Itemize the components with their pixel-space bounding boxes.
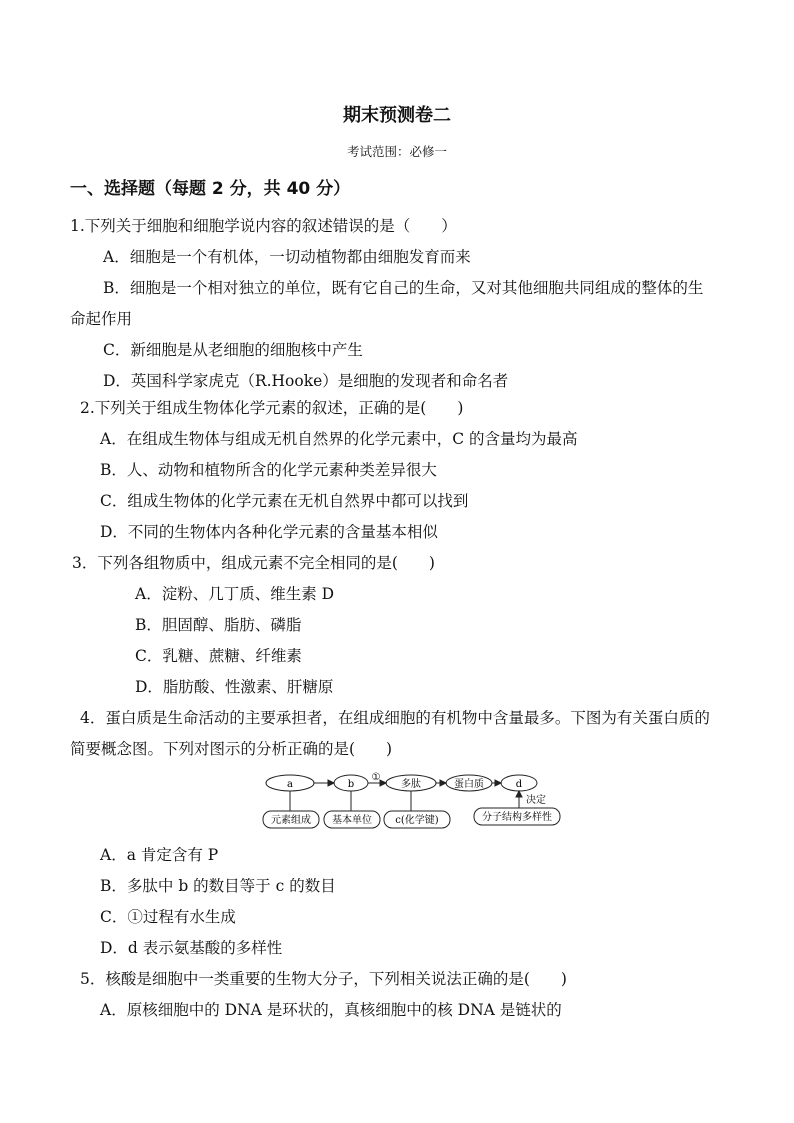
step-1-label: ① <box>371 772 381 783</box>
box-chemical-bond-label: c(化学键) <box>395 815 439 826</box>
question-4-stem-cont: 简要概念图。下列对图示的分析正确的是( ) <box>70 740 393 758</box>
question-4-option-a: A．a 肯定含有 P <box>100 846 219 864</box>
question-2-option-b: B．人、动物和植物所含的化学元素种类差异很大 <box>100 461 437 479</box>
exam-scope: 考试范围：必修一 <box>346 144 447 159</box>
question-1-option-b-cont: 命起作用 <box>70 310 133 328</box>
question-2-option-d: D．不同的生物体内各种化学元素的含量基本相似 <box>100 523 438 541</box>
question-1-option-b: B．细胞是一个相对独立的单位，既有它自己的生命，又对其他细胞共同组成的整体的生 <box>103 279 704 297</box>
question-3-stem: 3．下列各组物质中，组成元素不完全相同的是( ) <box>72 554 435 572</box>
box-basic-unit-label: 基本单位 <box>332 815 372 826</box>
question-1-option-d: D．英国科学家虎克（R.Hooke）是细胞的发现者和命名者 <box>103 372 509 390</box>
box-diversity-label: 分子结构多样性 <box>482 812 552 823</box>
question-1-option-a: A．细胞是一个有机体，一切动植物都由细胞发育而来 <box>103 248 471 266</box>
node-b-label: b <box>347 779 355 790</box>
question-3-option-b: B．胆固醇、脂肪、磷脂 <box>135 616 302 634</box>
node-a-label: a <box>287 779 293 790</box>
question-5-option-a: A．原核细胞中的 DNA 是环状的，真核细胞中的核 DNA 是链状的 <box>100 1001 562 1019</box>
node-d-label: d <box>515 779 523 790</box>
decides-label: 决定 <box>526 795 546 806</box>
question-4-stem: 4．蛋白质是生命活动的主要承担者，在组成细胞的有机物中含量最多。下图为有关蛋白质的 <box>80 709 710 727</box>
question-1-stem: 1.下列关于细胞和细胞学说内容的叙述错误的是（ ） <box>70 217 457 235</box>
question-5-stem: 5．核酸是细胞中一类重要的生物大分子，下列相关说法正确的是( ) <box>80 970 567 988</box>
question-2-option-c: C．组成生物体的化学元素在无机自然界中都可以找到 <box>100 492 469 510</box>
question-4-option-c: C．①过程有水生成 <box>100 908 236 926</box>
node-polypeptide-label: 多肽 <box>401 779 421 790</box>
section-heading: 一、选择题（每题 2 分，共 40 分） <box>70 179 351 199</box>
protein-concept-diagram <box>262 770 562 832</box>
question-3-option-c: C．乳糖、蔗糖、纤维素 <box>135 647 302 665</box>
question-4-option-b: B．多肽中 b 的数目等于 c 的数目 <box>100 877 336 895</box>
question-3-option-a: A．淀粉、几丁质、维生素 D <box>135 585 335 603</box>
question-2-option-a: A．在组成生物体与组成无机自然界的化学元素中，C 的含量均为最高 <box>100 430 578 448</box>
question-3-option-d: D．脂肪酸、性激素、肝糖原 <box>135 678 334 696</box>
question-2-stem: 2.下列关于组成生物体化学元素的叙述，正确的是( ) <box>80 399 464 417</box>
node-protein-label: 蛋白质 <box>454 779 484 790</box>
page-title: 期末预测卷二 <box>343 105 451 126</box>
question-1-option-c: C．新细胞是从老细胞的细胞核中产生 <box>103 341 363 359</box>
question-4-option-d: D．d 表示氨基酸的多样性 <box>100 939 283 957</box>
box-elements-label: 元素组成 <box>271 815 311 826</box>
